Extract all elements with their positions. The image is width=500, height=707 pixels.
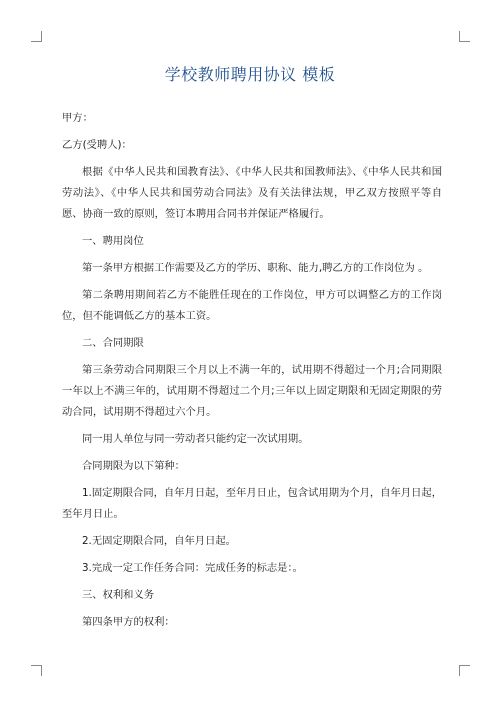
clause-paragraph: 合同期限为以下第种： <box>82 460 185 472</box>
list-item: 1.固定期限合同，自年月日起，至年月日止，包含试用期为个月，自年月日起，至年月日止。 <box>62 487 442 520</box>
party-b-line: 乙方(受聘人)： <box>62 139 132 151</box>
clause-paragraph: 第四条甲方的权利： <box>82 616 175 628</box>
document-body <box>62 108 442 639</box>
corner-mark-top-left <box>31 31 42 42</box>
clause-paragraph: 第一条甲方根据工作需要及乙方的学历、职称、能力,聘乙方的工作岗位为 。 <box>82 262 429 274</box>
corner-mark-top-right <box>459 31 470 42</box>
list-item: 2.无固定期限合同，自年月日起。 <box>82 535 236 547</box>
corner-mark-bottom-left <box>31 665 42 676</box>
clause-paragraph: 同一用人单位与同一劳动者只能约定一次试用期。 <box>82 433 309 445</box>
section-heading: 一、聘用岗位 <box>82 235 144 247</box>
document-title: 学校教师聘用协议 模板 <box>164 65 336 84</box>
clause-paragraph: 第三条劳动合同期限三个月以上不满一年的，试用期不得超过一个月;合同期限一年以上不满三年的，试用期不得超过二个月;三年以上固定期限和无固定期限的劳动合同，试用期不得超过六个月。 <box>62 364 442 418</box>
corner-mark-bottom-right <box>459 665 470 676</box>
party-a-line: 甲方： <box>62 112 93 124</box>
list-item: 3.完成一定工作任务合同：完成任务的标志是：。 <box>82 562 303 574</box>
preamble-paragraph: 根据《中华人民共和国教育法》、《中华人民共和国教师法》、《中华人民共和国劳动法》、《中华人民共和国劳动合同法》及有关法律法规，甲乙双方按照平等自愿、协商一致的原则，签订本聘用合同书并保证严格履行。 <box>62 166 442 220</box>
section-heading: 二、合同期限 <box>82 337 144 349</box>
section-heading: 三、权利和义务 <box>82 589 155 601</box>
clause-paragraph: 第二条聘用期间若乙方不能胜任现在的工作岗位，甲方可以调整乙方的工作岗位，但不能调低乙方的基本工资。 <box>62 289 442 322</box>
